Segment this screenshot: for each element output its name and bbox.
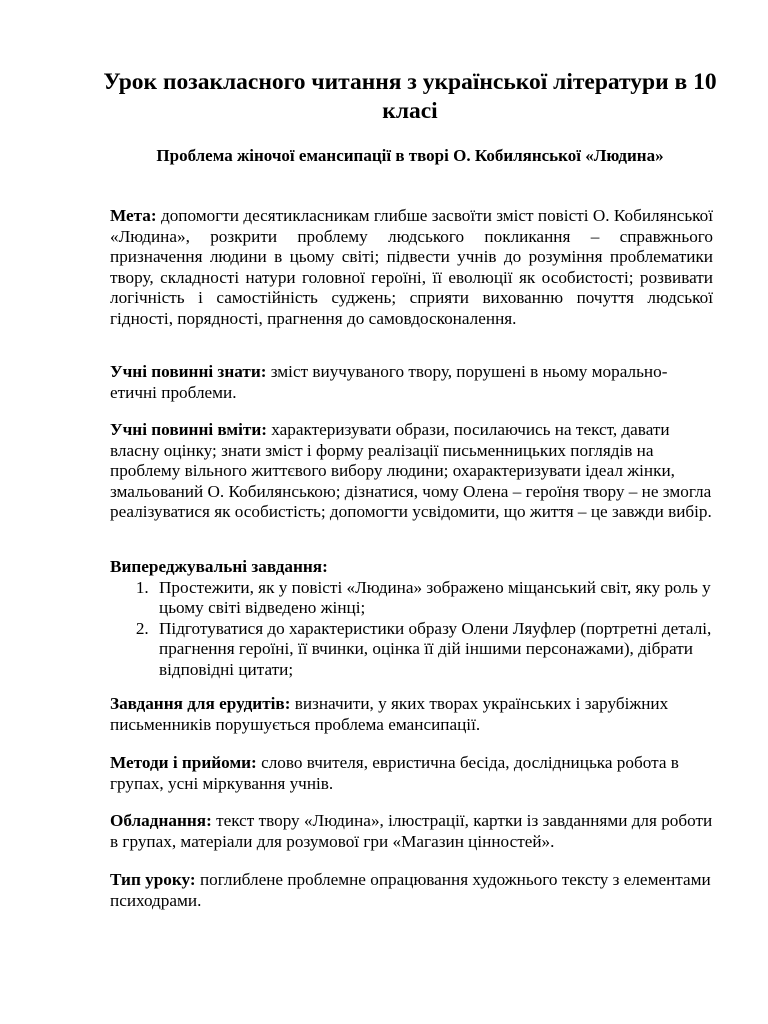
know-label: Учні повинні знати: <box>110 362 267 381</box>
equipment-paragraph <box>110 811 713 852</box>
goal-text: допомогти десятикласникам глибше засвоїти зміст повісті О. Кобилянської «Людина», розкрити проблему людського покликання – справжнього призначення людини в цьому світі; підвести учнів до розуміння проблематики твору, складності натури головної героїні, її еволюції як особистості; розвивати логічність і самостійність суджень; сприяти вихованню почуття людської гідності, порядності, прагнення до самовдосконалення. <box>110 206 714 328</box>
list-item: 2. Підготуватися до характеристики образу Олени Ляуфлер (портретні деталі, прагнення героїні, її вчинки, оцінка її дій іншими персонажами), дібрати відповідні цитати; <box>153 619 713 681</box>
methods-paragraph <box>110 753 713 794</box>
advance-label: Випереджувальні завдання: <box>110 557 328 576</box>
know-paragraph <box>110 362 713 403</box>
erudite-paragraph <box>110 694 713 735</box>
equipment-text: текст твору «Людина», ілюстрації, картки із завданнями для роботи в групах, матеріали для розумової гри «Магазин цінностей». <box>110 811 713 851</box>
skills-label: Учні повинні вміти: <box>110 420 267 439</box>
erudite-text: визначити, у яких творах українських і зарубіжних письменників порушується проблема емансипації. <box>110 694 669 734</box>
methods-label: Методи і прийоми: <box>110 753 257 772</box>
goal-label: Мета: <box>110 206 157 225</box>
page-title: Урок позакласного читання з української літератури в 10 класі <box>103 69 717 124</box>
know-text: зміст виучуваного твору, порушені в ньому морально-етичні проблеми. <box>110 362 668 402</box>
advance-list <box>110 578 713 681</box>
lesson-type-paragraph <box>110 870 713 911</box>
list-item: 1. Простежити, як у повісті «Людина» зображено міщанський світ, яку роль у цьому світі відведено жінці; <box>153 578 713 619</box>
skills-text: характеризувати образи, посилаючись на текст, давати власну оцінку; знати зміст і форму реалізації письменницьких поглядів на проблему вільного життєвого вибору людини; охарактеризувати ідеал жінки, змальований О. Кобилянською; дізнатися, чому Олена – героїня твору – не змогла реалізуватися як особистість; допомогти усвідомити, що життя – це завжди вибір. <box>110 420 712 521</box>
lesson-type-label: Тип уроку: <box>110 870 196 889</box>
advance-section <box>110 557 713 680</box>
methods-text: слово вчителя, евристична бесіда, дослідницька робота в групах, усні міркування учнів. <box>110 753 679 793</box>
page-subtitle: Проблема жіночої емансипації в творі О. Кобилянської «Людина» <box>156 146 664 165</box>
erudite-label: Завдання для ерудитів: <box>110 694 291 713</box>
goal-paragraph <box>110 206 713 329</box>
equipment-label: Обладнання: <box>110 811 212 830</box>
lesson-type-text: поглиблене проблемне опрацювання художнього тексту з елементами психодрами. <box>110 870 711 910</box>
skills-paragraph <box>110 420 713 523</box>
